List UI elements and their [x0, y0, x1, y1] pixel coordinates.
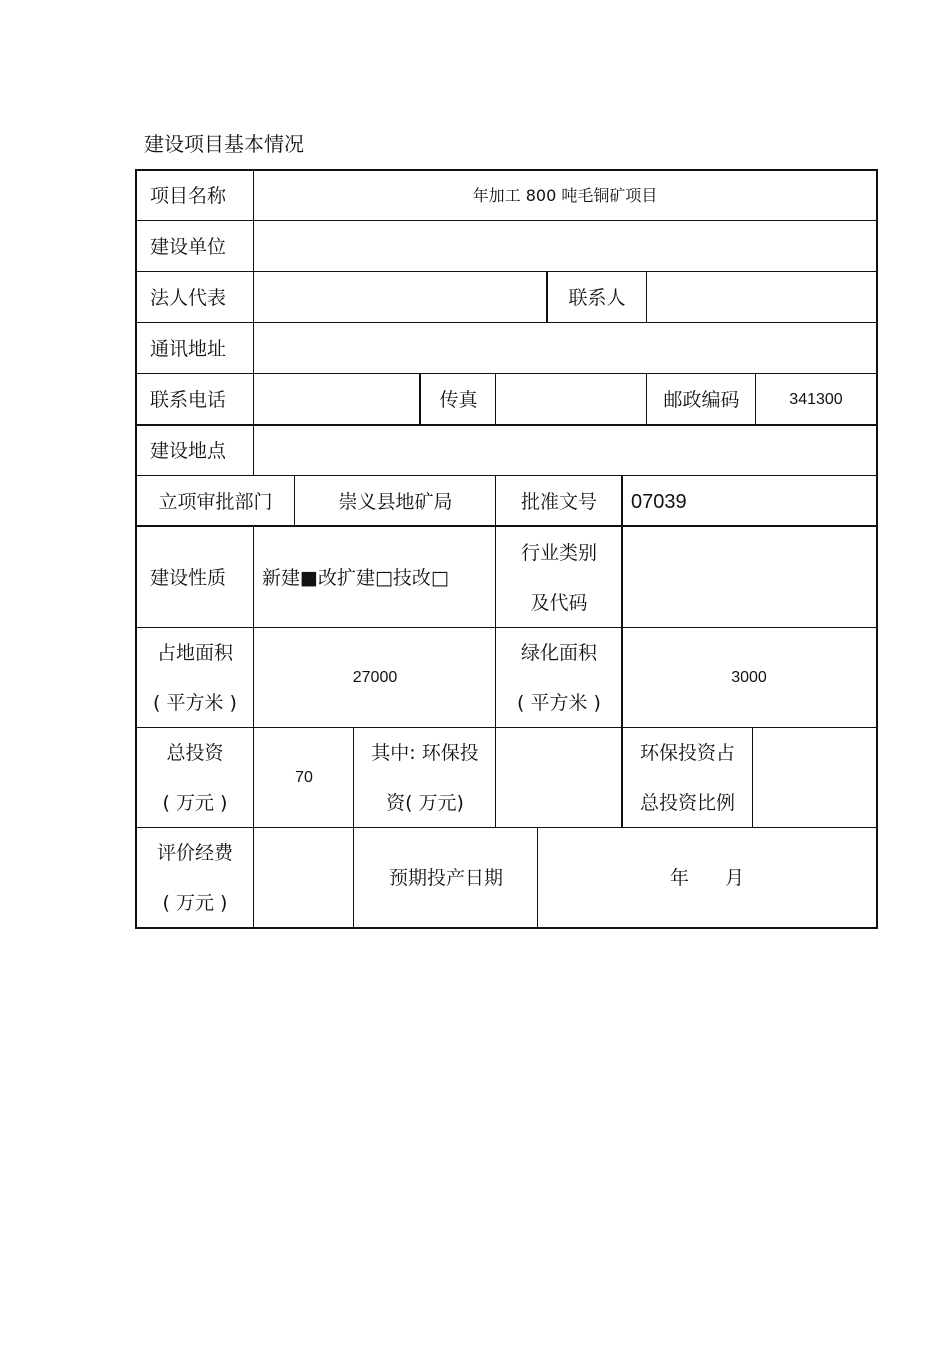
row-divider: [136, 627, 877, 628]
value-industry[interactable]: [622, 527, 876, 628]
table-border-bottom: [135, 927, 878, 929]
label-approval-doc: 批准文号: [520, 490, 597, 513]
label-green-line2: ( 平方米 ): [517, 692, 601, 714]
col-divider: [755, 374, 756, 425]
value-postcode[interactable]: 341300: [789, 390, 843, 408]
col-divider: [495, 476, 496, 828]
label-env-investment: [354, 728, 496, 828]
label-builder: 建设单位: [150, 235, 227, 258]
label-fax: 传真: [439, 388, 478, 411]
col-divider: [294, 476, 295, 526]
table-border-top: [135, 169, 878, 171]
label-contact: 联系人: [568, 286, 626, 309]
label-postcode: 邮政编码: [663, 388, 740, 411]
col-divider: [495, 374, 496, 425]
label-green-line1: 绿化面积: [520, 642, 597, 664]
value-phone[interactable]: [254, 374, 421, 425]
label-project-name: 项目名称: [150, 184, 227, 207]
label-ratio-line2: 总投资比例: [639, 792, 735, 814]
row-divider: [136, 525, 877, 527]
row-divider: [136, 271, 877, 272]
col-divider: [646, 374, 647, 425]
label-production-date: 预期投产日期: [388, 867, 503, 889]
value-investment[interactable]: 70: [295, 769, 313, 786]
label-env-ratio: [622, 728, 753, 828]
label-area-line1: 占地面积: [156, 642, 233, 664]
label-ratio-line1: 环保投资占: [639, 742, 735, 764]
col-divider: [253, 526, 254, 928]
value-production-date[interactable]: 年 月: [669, 867, 745, 889]
col-divider: [537, 828, 538, 928]
label-eval-line2: ( 万元 ): [162, 892, 228, 914]
row-divider: [136, 220, 877, 221]
row-divider: [136, 475, 877, 476]
value-green-area[interactable]: 3000: [731, 669, 767, 686]
value-area[interactable]: 27000: [352, 669, 398, 686]
row-divider: [136, 373, 877, 374]
col-divider: [253, 170, 254, 476]
row-divider: [136, 727, 877, 728]
label-green-area: [496, 628, 622, 728]
label-nature: 建设性质: [150, 566, 227, 589]
label-eval-cost: [136, 828, 254, 928]
value-address[interactable]: [254, 323, 876, 374]
label-investment: [136, 728, 254, 828]
label-area: [136, 628, 254, 728]
value-env-ratio[interactable]: [753, 728, 876, 828]
label-industry-line2: 及代码: [530, 591, 588, 614]
table-border-right: [876, 169, 878, 929]
value-nature[interactable]: 新建■改扩建□技改□: [262, 566, 449, 589]
value-project-name[interactable]: 年加工 800 吨毛铜矿项目: [472, 185, 658, 205]
value-builder[interactable]: [254, 221, 876, 272]
label-industry: [496, 527, 622, 628]
label-legal-rep: 法人代表: [150, 286, 227, 309]
col-divider: [546, 272, 548, 323]
value-eval-cost[interactable]: [254, 828, 354, 928]
col-divider: [353, 728, 354, 928]
value-fax[interactable]: [496, 374, 647, 425]
label-investment-line1: 总投资: [166, 742, 224, 764]
value-approval-doc[interactable]: 07039: [631, 490, 687, 513]
row-divider: [136, 322, 877, 323]
col-divider: [621, 476, 623, 828]
label-approval-dept: 立项审批部门: [158, 490, 273, 513]
label-eval-line1: 评价经费: [156, 842, 233, 864]
label-location: 建设地点: [150, 439, 227, 462]
label-env-line2: 资( 万元): [386, 792, 464, 814]
value-env-investment[interactable]: [496, 728, 622, 828]
value-contact[interactable]: [647, 272, 876, 323]
table-border-left: [135, 169, 137, 929]
col-divider: [419, 374, 421, 425]
value-legal-rep[interactable]: [254, 272, 547, 323]
label-address: 通讯地址: [150, 337, 227, 360]
value-approval-dept[interactable]: 崇义县地矿局: [338, 490, 453, 513]
row-divider: [136, 827, 877, 828]
label-phone: 联系电话: [150, 388, 227, 411]
label-industry-line1: 行业类别: [520, 541, 597, 564]
section-title: 建设项目基本情况: [144, 132, 304, 156]
value-location[interactable]: [254, 425, 876, 476]
label-area-line2: ( 平方米 ): [153, 692, 237, 714]
label-investment-line2: ( 万元 ): [162, 792, 228, 814]
label-env-line1: 其中: 环保投: [371, 742, 479, 764]
col-divider: [752, 728, 753, 828]
row-divider: [136, 424, 877, 426]
col-divider: [646, 272, 647, 323]
